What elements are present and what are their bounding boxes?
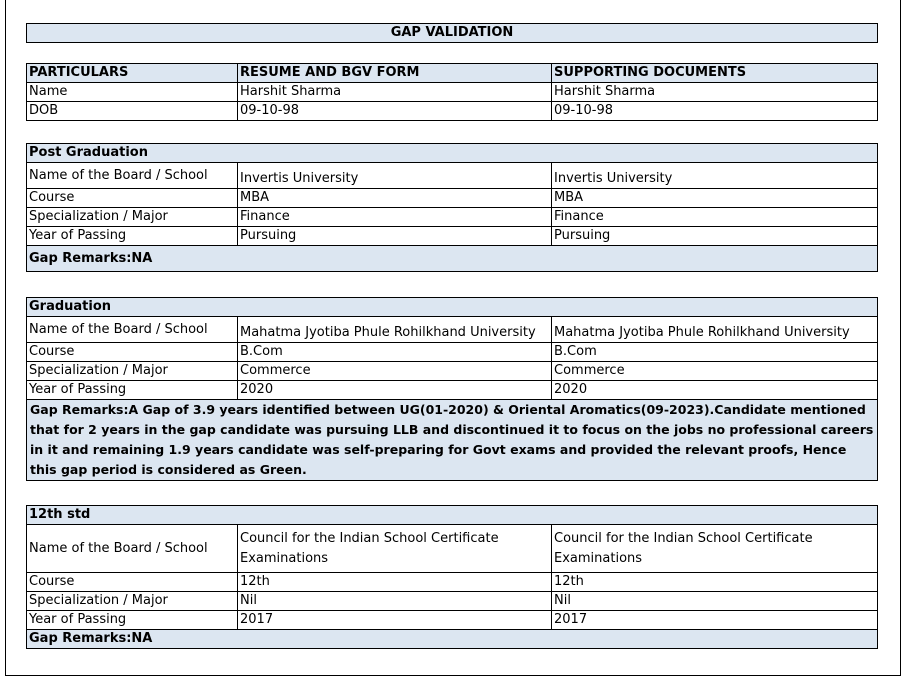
graduation-block — [26, 297, 878, 481]
row-label: Year of Passing — [27, 227, 238, 246]
docs-value: Pursuing — [552, 227, 878, 246]
docs-value: Invertis University — [552, 163, 878, 189]
docs-value: MBA — [552, 189, 878, 208]
resume-value: Nil — [238, 592, 552, 611]
year-row — [27, 381, 878, 400]
header-particulars: PARTICULARS — [27, 64, 238, 83]
course-row — [27, 343, 878, 362]
resume-value: 2020 — [238, 381, 552, 400]
gap-remarks: Gap Remarks:NA — [27, 630, 878, 649]
row-label: Name of the Board / School — [27, 317, 238, 343]
row-label: Specialization / Major — [27, 362, 238, 381]
title-block — [26, 23, 878, 43]
docs-value: 2020 — [552, 381, 878, 400]
resume-value: Invertis University — [238, 163, 552, 189]
year-row — [27, 611, 878, 630]
resume-value: 09-10-98 — [238, 102, 552, 121]
section-title: Post Graduation — [27, 144, 878, 163]
specialization-row — [27, 208, 878, 227]
post-graduation-block — [26, 143, 878, 272]
page-title: GAP VALIDATION — [27, 24, 878, 43]
specialization-row — [27, 592, 878, 611]
docs-value: 09-10-98 — [552, 102, 878, 121]
board-row — [27, 525, 878, 573]
section-title: Graduation — [27, 298, 878, 317]
docs-value: Harshit Sharma — [552, 83, 878, 102]
specialization-row — [27, 362, 878, 381]
name-row — [27, 83, 878, 102]
resume-value: Finance — [238, 208, 552, 227]
row-label: Year of Passing — [27, 381, 238, 400]
resume-value: 2017 — [238, 611, 552, 630]
docs-value: 2017 — [552, 611, 878, 630]
docs-value: Council for the Indian School Certificate Examinations — [552, 525, 878, 573]
resume-value: Council for the Indian School Certificate Examinations — [238, 525, 552, 573]
header-row — [27, 64, 878, 83]
header-resume: RESUME AND BGV FORM — [238, 64, 552, 83]
board-row — [27, 317, 878, 343]
section-title: 12th std — [27, 506, 878, 525]
gap-remarks: Gap Remarks:A Gap of 3.9 years identified between UG(01-2020) & Oriental Aromatics(09-2023).Candidate mentioned that for 2 years in the gap candidate was pursuing LLB and discontinued it to focus on the jobs no professional careers in it and remaining 1.9 years candidate was self-preparing for Govt exams and provided the relevant proofs, Hence this gap period is considered as Green. — [27, 400, 878, 481]
docs-value: B.Com — [552, 343, 878, 362]
dob-row — [27, 102, 878, 121]
row-label: Year of Passing — [27, 611, 238, 630]
docs-value: Commerce — [552, 362, 878, 381]
row-label: Name of the Board / School — [27, 525, 238, 573]
resume-value: Harshit Sharma — [238, 83, 552, 102]
resume-value: Pursuing — [238, 227, 552, 246]
row-label: Name — [27, 83, 238, 102]
row-label: Course — [27, 343, 238, 362]
row-label: Course — [27, 573, 238, 592]
header-documents: SUPPORTING DOCUMENTS — [552, 64, 878, 83]
resume-value: MBA — [238, 189, 552, 208]
resume-value: 12th — [238, 573, 552, 592]
row-label: Specialization / Major — [27, 208, 238, 227]
row-label: DOB — [27, 102, 238, 121]
row-label: Name of the Board / School — [27, 163, 238, 189]
resume-value: Mahatma Jyotiba Phule Rohilkhand University — [238, 317, 552, 343]
row-label: Specialization / Major — [27, 592, 238, 611]
course-row — [27, 189, 878, 208]
row-label: Course — [27, 189, 238, 208]
resume-value: Commerce — [238, 362, 552, 381]
gap-remarks: Gap Remarks:NA — [27, 246, 878, 272]
personal-block — [26, 63, 878, 121]
docs-value: Nil — [552, 592, 878, 611]
course-row — [27, 573, 878, 592]
docs-value: Mahatma Jyotiba Phule Rohilkhand University — [552, 317, 878, 343]
docs-value: Finance — [552, 208, 878, 227]
docs-value: 12th — [552, 573, 878, 592]
twelfth-block — [26, 505, 878, 649]
resume-value: B.Com — [238, 343, 552, 362]
board-row — [27, 163, 878, 189]
year-row — [27, 227, 878, 246]
